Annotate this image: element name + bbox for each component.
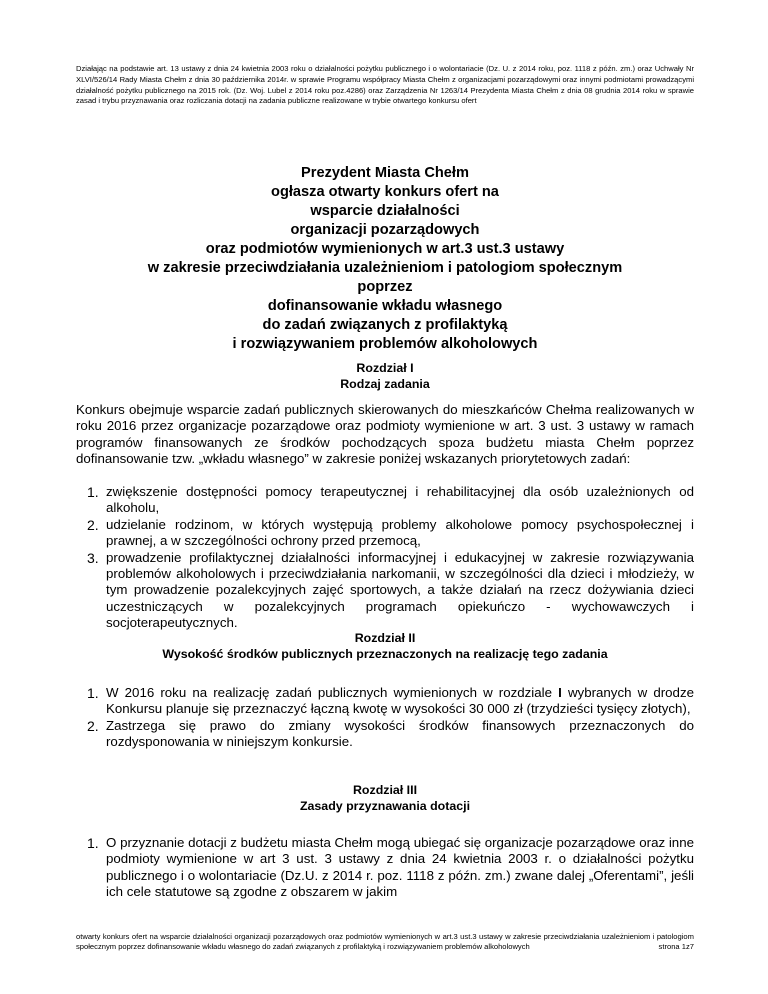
title-line: oraz podmiotów wymienionych w art.3 ust.3 ustawy (205, 241, 565, 257)
chapter-2-heading (76, 630, 694, 662)
page-number: strona 1z7 (658, 942, 694, 951)
chapter-3-title: Zasady przyznawania dotacji (299, 799, 471, 813)
list-item (76, 685, 694, 718)
legal-basis-paragraph: Działając na podstawie art. 13 ustawy z dnia 24 kwietnia 2003 roku o działalności pożytku publicznego i o wolontariacie (Dz. U. z 2014 roku, poz. 1118 z późn. zm.) oraz Uchwały Nr XLVI/526/14 Rady Miasta Chełm z dnia 30 października 2014r. w sprawie Programu współpracy Miasta Chełm z organizacjami pozarządowymi oraz innymi podmiotami prowadzącymi działalność pożytku publicznego na 2015 rok. (Dz. Woj. Lubel z 2014 roku poz.4286) oraz Zarządzenia Nr 1263/14 Prezydenta Miasta Chełm z dnia 08 grudnia 2014 roku w sprawie zasad i trybu przyznawania oraz rozliczania dotacji na zadania publiczne realizowane w trybie otwartego konkursu ofert (76, 64, 694, 106)
list-item (76, 517, 694, 550)
title-line: wsparcie działalności (310, 203, 460, 219)
chapter-2-label: Rozdział II (354, 631, 416, 645)
chapter-1-label: Rozdział I (356, 361, 414, 375)
title-line: poprzez (357, 279, 413, 295)
title-line: organizacji pozarządowych (290, 222, 480, 238)
chapter-1-title: Rodzaj zadania (340, 377, 430, 391)
list-item (76, 718, 694, 751)
page-footer (76, 932, 694, 952)
title-line: ogłasza otwarty konkurs ofert na (271, 184, 499, 200)
title-line: Prezydent Miasta Chełm (301, 165, 469, 181)
list-item-text: udzielanie rodzinom, w których występują problemy alkoholowe pomocy psychospołecznej i prawnej, a w szczególności ochrony przed przemocą, (106, 516, 694, 549)
list-item-number: 1. (87, 835, 99, 851)
list-item-text: zwiększenie dostępności pomocy terapeutycznej i rehabilitacyjnej dla osób uzależnionych od alkoholu, (106, 484, 694, 516)
title-line: dofinansowanie wkładu własnego (267, 298, 503, 314)
list-item-number: 1. (87, 685, 99, 701)
list-item-bold: I (558, 685, 562, 700)
list-item (76, 550, 694, 632)
title-line: i rozwiązywaniem problemów alkoholowych (232, 336, 538, 352)
list-item-number: 1. (87, 484, 99, 500)
list-item-text: W 2016 roku na realizację zadań publicznych wymienionych w rozdziale (106, 685, 559, 700)
list-item-text: O przyznanie dotacji z budżetu miasta Chełm mogą ubiegać się organizacje pozarządowe oraz inne podmioty wymienione w art 3 ust. 3 ustawy z dnia 24 kwietnia 2003 r. o działalności pożytku publicznego i o wolontariacie (Dz.U. z 2014 r. poz. 1118 z późn. zm.) zwane dalej „Oferentami”, jeśli ich cele statutowe są zgodne z obszarem w jakim (106, 835, 694, 900)
list-item-number: 3. (87, 549, 99, 566)
chapter-2-title: Wysokość środków publicznych przeznaczonych na realizację tego zadania (162, 647, 608, 661)
footer-text: otwarty konkurs ofert na wsparcie działalności organizacji pozarządowych oraz podmiotów wymienionych w art.3 ust.3 ustawy w zakresie przeciwdziałania uzależnieniom i patologiom społecznym poprzez dofinansowanie wkładu własnego do zadań związanych z profilaktyką i rozwiązywaniem problemów alkoholowych (76, 932, 694, 951)
chapter-1-list (76, 484, 694, 632)
list-item (76, 835, 694, 901)
chapter-3-heading (76, 782, 694, 814)
list-item-text: wybranych w drodze Konkursu planuje się przeznaczyć łączną kwotę w wysokości 30 000 zł (trzydzieści tysięcy złotych), (106, 685, 694, 717)
list-item-number: 2. (87, 516, 99, 533)
list-item-number: 2. (87, 717, 99, 734)
list-item-text: Zastrzega się prawo do zmiany wysokości środków finansowych przeznaczonych do rozdysponowania w niniejszym konkursie. (106, 717, 694, 750)
chapter-3-list (76, 835, 694, 901)
announcement-title (76, 164, 694, 354)
list-item-text: prowadzenie profilaktycznej działalności informacyjnej i edukacyjnej w zakresie rozwiązywania problemów alkoholowych i przeciwdziałania narkomanii, w szczególności dla dzieci i młodzieży, w tym prowadzenie pozalekcyjnych zajęć sportowych, a także działań na rzecz dożywiania dzieci uczestniczących w pozalekcyjnych programach opiekuńczo - wychowawczych i socjoterapeutycznych. (106, 549, 694, 631)
chapter-1-heading (76, 360, 694, 392)
chapter-3-label: Rozdział III (352, 783, 418, 797)
chapter-1-intro: Konkurs obejmuje wsparcie zadań publicznych skierowanych do mieszkańców Chełma realizowanych w roku 2016 przez organizacje pozarządowe oraz podmioty wymienione w art. 3 ust. 3 ustawy w ramach programów finansowanych ze środków pochodzących spoza budżetu miasta Chełm poprzez dofinansowanie tzw. „wkładu własnego” w zakresie poniżej wskazanych priorytetowych zadań: (76, 402, 694, 467)
chapter-2-list (76, 685, 694, 751)
list-item (76, 484, 694, 517)
title-line: do zadań związanych z profilaktyką (262, 317, 508, 333)
title-line: w zakresie przeciwdziałania uzależnieniom i patologiom społecznym (147, 260, 623, 276)
